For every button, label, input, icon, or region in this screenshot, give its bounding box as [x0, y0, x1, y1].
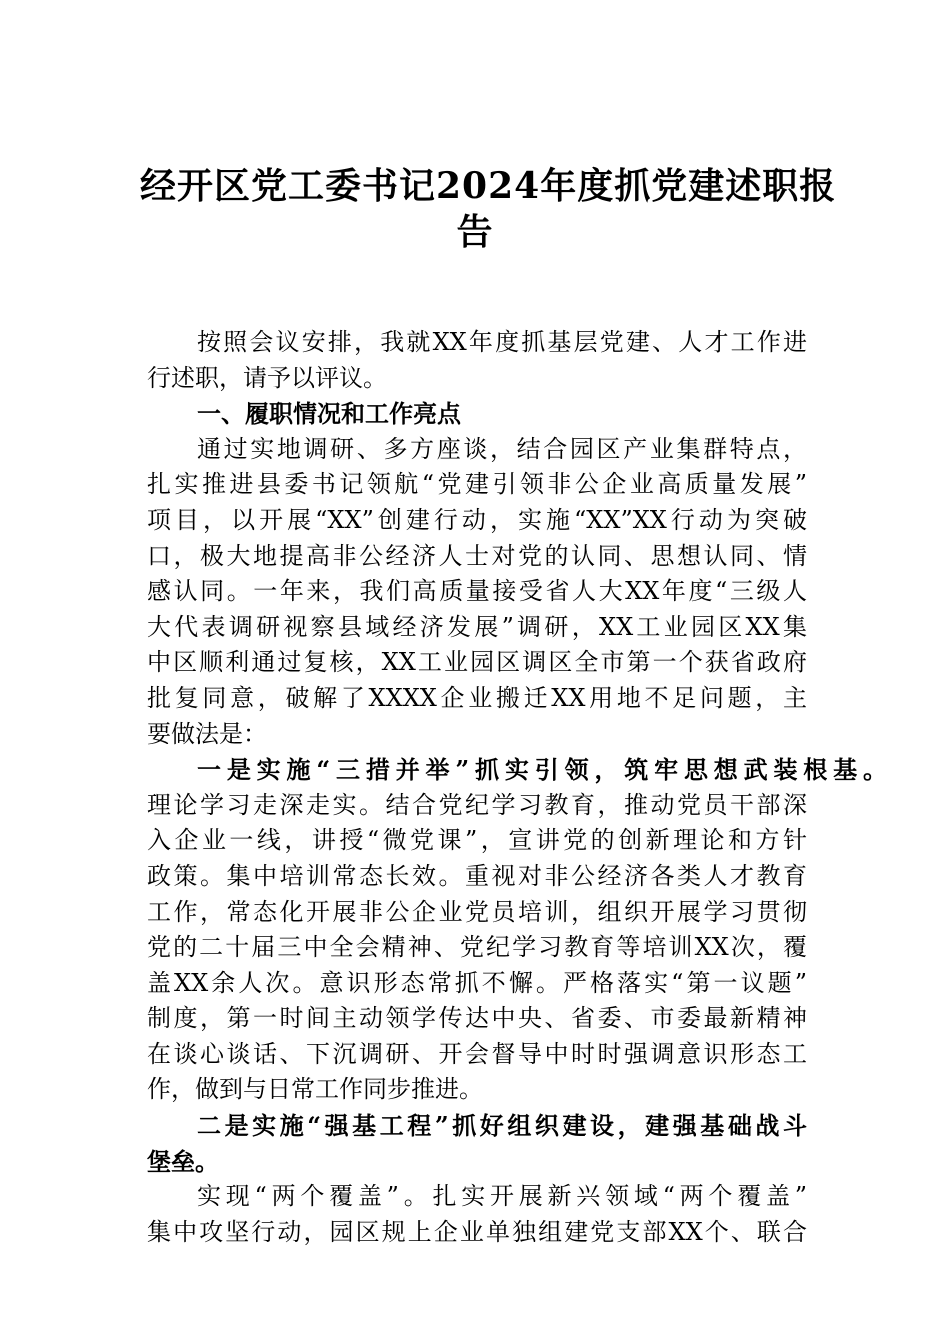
body-line: 制度，第一时间主动领学传达中央、省委、市委最新精神: [147, 1004, 807, 1033]
body-line: 行述职，请予以评议。: [147, 363, 387, 392]
body-line: 在谈心谈话、下沉调研、开会督导中时时强调意识形态工: [147, 1039, 807, 1068]
section-heading: 一、履职情况和工作亮点: [197, 399, 461, 429]
body-line: 盖XX余人次。意识形态常抓不懈。严格落实“第一议题”: [147, 968, 807, 997]
document-title-line-2: 告: [456, 211, 494, 253]
body-line: 口，极大地提高非公经济人士对党的认同、思想认同、情: [147, 541, 807, 570]
body-line: 通过实地调研、多方座谈，结合园区产业集群特点，: [197, 434, 807, 463]
document-title-line-1: 经开区党工委书记2024年度抓党建述职报: [140, 165, 837, 207]
body-line: 理论学习走深走实。结合党纪学习教育，推动党员干部深: [147, 790, 807, 819]
body-line: 要做法是：: [147, 719, 267, 748]
body-line: 中区顺利通过复核，XX工业园区调区全市第一个获省政府: [147, 648, 807, 677]
subsection-heading: 二是实施“强基工程”抓好组织建设，建强基础战斗: [197, 1111, 807, 1141]
body-line: 党的二十届三中全会精神、党纪学习教育等培训XX次，覆: [147, 933, 807, 962]
body-line: 项目，以开展“XX”创建行动，实施“XX”XX行动为突破: [147, 505, 807, 534]
body-line: 大代表调研视察县域经济发展”调研，XX工业园区XX集: [147, 612, 807, 641]
body-line: 批复同意，破解了XXXX企业搬迁XX用地不足问题，主: [147, 683, 807, 712]
body-line: 政策。集中培训常态长效。重视对非公经济各类人才教育: [147, 861, 807, 890]
body-line: 入企业一线，讲授“微党课”，宣讲党的创新理论和方针: [147, 826, 807, 855]
body-line: 实现“两个覆盖”。扎实开展新兴领域“两个覆盖”: [197, 1182, 807, 1211]
body-line: 感认同。一年来，我们高质量接受省人大XX年度“三级人: [147, 577, 807, 606]
subsection-heading: 一是实施“三措并举”抓实引领，筑牢思想武装根基。: [197, 755, 887, 785]
body-line: 扎实推进县委书记领航“党建引领非公企业高质量发展”: [147, 470, 807, 499]
subsection-heading: 堡垒。: [147, 1146, 219, 1176]
body-line: 集中攻坚行动，园区规上企业单独组建党支部XX个、联合: [147, 1217, 807, 1246]
document-body: [147, 325, 887, 1250]
body-line: 按照会议安排，我就XX年度抓基层党建、人才工作进: [197, 328, 807, 356]
body-line: 工作，常态化开展非公企业党员培训，组织开展学习贯彻: [147, 897, 807, 926]
body-line: 作，做到与日常工作同步推进。: [147, 1075, 483, 1104]
